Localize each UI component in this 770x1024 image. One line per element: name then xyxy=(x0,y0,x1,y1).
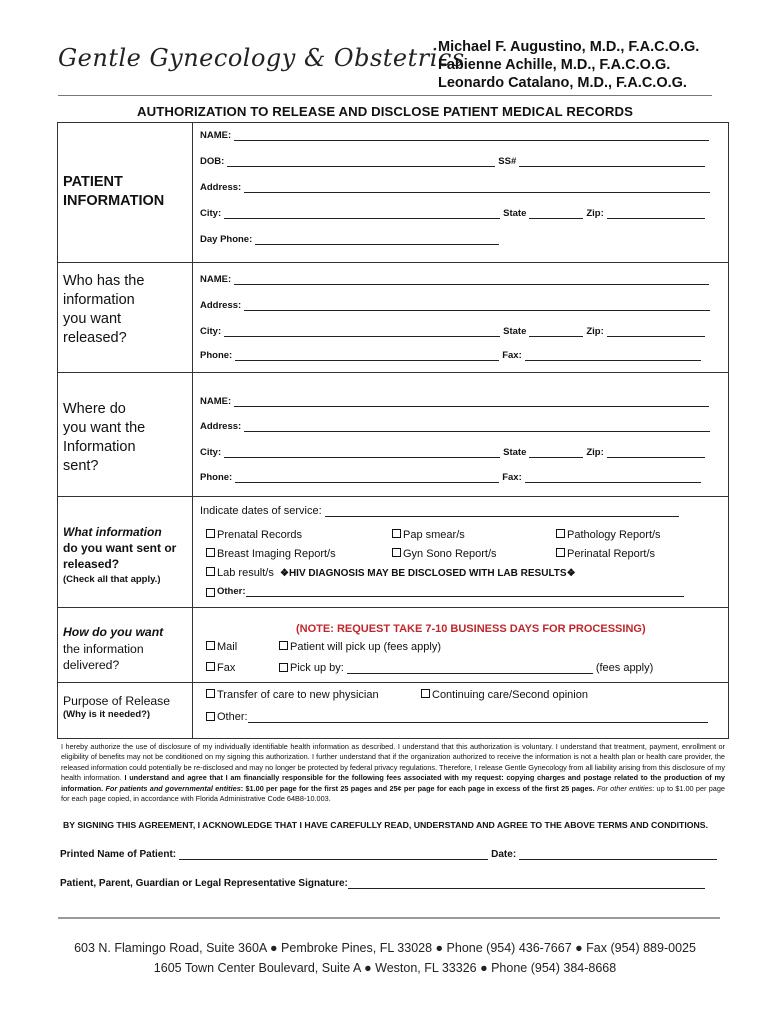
footer-divider xyxy=(58,917,720,919)
checkbox-lab-results[interactable]: Lab result/s ❖HIV DIAGNOSIS MAY BE DISCLOSED WITH LAB RESULTS❖ xyxy=(206,567,576,579)
row-divider xyxy=(57,496,729,497)
checkbox-fax[interactable]: Fax xyxy=(206,662,235,674)
patient-city-field[interactable]: City: State Zip: xyxy=(200,208,708,219)
processing-time-note: (NOTE: REQUEST TAKE 7-10 BUSINESS DAYS FOR PROCESSING) xyxy=(296,623,646,635)
sent-to-name-field[interactable]: NAME: xyxy=(200,396,712,407)
row-divider xyxy=(57,682,729,683)
checkbox-transfer-care[interactable]: Transfer of care to new physician xyxy=(206,689,379,701)
checkbox-prenatal-records[interactable]: Prenatal Records xyxy=(206,529,302,541)
form-title: AUTHORIZATION TO RELEASE AND DISCLOSE PATIENT MEDICAL RECORDS xyxy=(136,104,633,119)
footer-address-weston: 1605 Town Center Boulevard, Suite A ● Weston, FL 33326 ● Phone (954) 384-8668 xyxy=(153,961,617,975)
doctor-name: Leonardo Catalano, M.D., F.A.C.O.G. xyxy=(438,75,687,91)
row-divider xyxy=(57,607,729,608)
agreement-statement: BY SIGNING THIS AGREEMENT, I ACKNOWLEDGE THAT I HAVE CAREFULLY READ, UNDERSTAND AND AGREE TO THE ABOVE TERMS AND CONDITIONS. xyxy=(63,820,708,830)
patient-name-field[interactable]: NAME: xyxy=(200,130,712,141)
sent-to-phone-field[interactable]: Phone: Fax: xyxy=(200,472,704,483)
sent-to-city-field[interactable]: City: State Zip: xyxy=(200,447,708,458)
checkbox-pathology-report[interactable]: Pathology Report/s xyxy=(556,529,661,541)
checkbox-perinatal-report[interactable]: Perinatal Report/s xyxy=(556,548,655,560)
footer-address-pembroke: 603 N. Flamingo Road, Suite 360A ● Pembroke Pines, FL 33028 ● Phone (954) 436-7667 ● Fax (954) 889-0025 xyxy=(74,941,696,955)
header-divider xyxy=(58,95,712,96)
section-label-delivery: How do you want the information delivered? xyxy=(63,625,164,672)
hiv-disclosure-note: ❖HIV DIAGNOSIS MAY BE DISCLOSED WITH LAB RESULTS❖ xyxy=(280,568,576,579)
section-label-sent-to: Where do you want the Information sent? xyxy=(63,401,146,474)
patient-day-phone-field[interactable]: Day Phone: xyxy=(200,234,502,245)
released-by-address-field[interactable]: Address: xyxy=(200,300,713,311)
patient-dob-field[interactable]: DOB: SS# xyxy=(200,156,708,167)
released-by-name-field[interactable]: NAME: xyxy=(200,274,712,285)
section-label-released-by: Who has the information you want released? xyxy=(63,273,145,346)
section-label-what-info: What information do you want sent or released? (Check all that apply.) xyxy=(63,525,177,585)
released-by-phone-field[interactable]: Phone: Fax: xyxy=(200,350,704,361)
checkbox-patient-pickup[interactable]: Patient will pick up (fees apply) xyxy=(279,641,441,653)
section-label-purpose: Purpose of Release (Why is it needed?) xyxy=(63,694,171,720)
authorization-terms: I hereby authorize the use of disclosure of my individually identifiable health information as described. I understand that this authorization is voluntary. I understand that treatment, payment, enrollment or eligibility of benefits may not be conditioned on my signing this authorization. I further understand that if the organization authorized to receive the information is not a health plan or health care provider, the released information could potentially be re-disclosed and may no longer be protected by federal privacy regulations. Therefore, I release Gentle Gynecology from all liability arising from this disclosure of my health information. I understand and agree that I am financially responsible for the following fees associated with my request: copying charges and postage related to the production of my information. For patients and governmental entities: $1.00 per page for the first 25 pages and 25¢ per page for each page in excess of the first 25 pages. For other entities: up to $1.00 per page for each page copied, in accordance with Florida Administrative Code 64B8-10.003. xyxy=(61,742,725,804)
checkbox-gyn-sono[interactable]: Gyn Sono Report/s xyxy=(392,548,497,560)
doctor-name: Fabienne Achille, M.D., F.A.C.O.G. xyxy=(438,57,671,73)
checkbox-continuing-care[interactable]: Continuing care/Second opinion xyxy=(421,689,588,701)
column-divider xyxy=(192,122,193,739)
checkbox-mail[interactable]: Mail xyxy=(206,641,237,653)
doctor-list xyxy=(438,38,699,92)
checkbox-breast-imaging[interactable]: Breast Imaging Report/s xyxy=(206,548,336,560)
signature-field[interactable]: Patient, Parent, Guardian or Legal Representative Signature: xyxy=(60,878,708,889)
patient-address-field[interactable]: Address: xyxy=(200,182,713,193)
row-divider xyxy=(57,262,729,263)
printed-name-field[interactable]: Printed Name of Patient: Date: xyxy=(60,849,720,860)
doctor-name: Michael F. Augustino, M.D., F.A.C.O.G. xyxy=(438,39,700,55)
checkbox-other-info[interactable]: Other: xyxy=(206,586,687,597)
section-label-patient: PATIENT INFORMATION xyxy=(63,174,165,209)
checkbox-other-purpose[interactable]: Other: xyxy=(206,711,711,723)
checkbox-pap-smear[interactable]: Pap smear/s xyxy=(392,529,465,541)
row-divider xyxy=(57,372,729,373)
released-by-city-field[interactable]: City: State Zip: xyxy=(200,326,708,337)
service-dates-field[interactable]: Indicate dates of service: xyxy=(200,505,682,517)
sent-to-address-field[interactable]: Address: xyxy=(200,421,713,432)
practice-logo: Gentle Gynecology & Obstetrics xyxy=(58,44,465,72)
checkbox-pickup-by[interactable]: Pick up by: (fees apply) xyxy=(279,662,653,674)
